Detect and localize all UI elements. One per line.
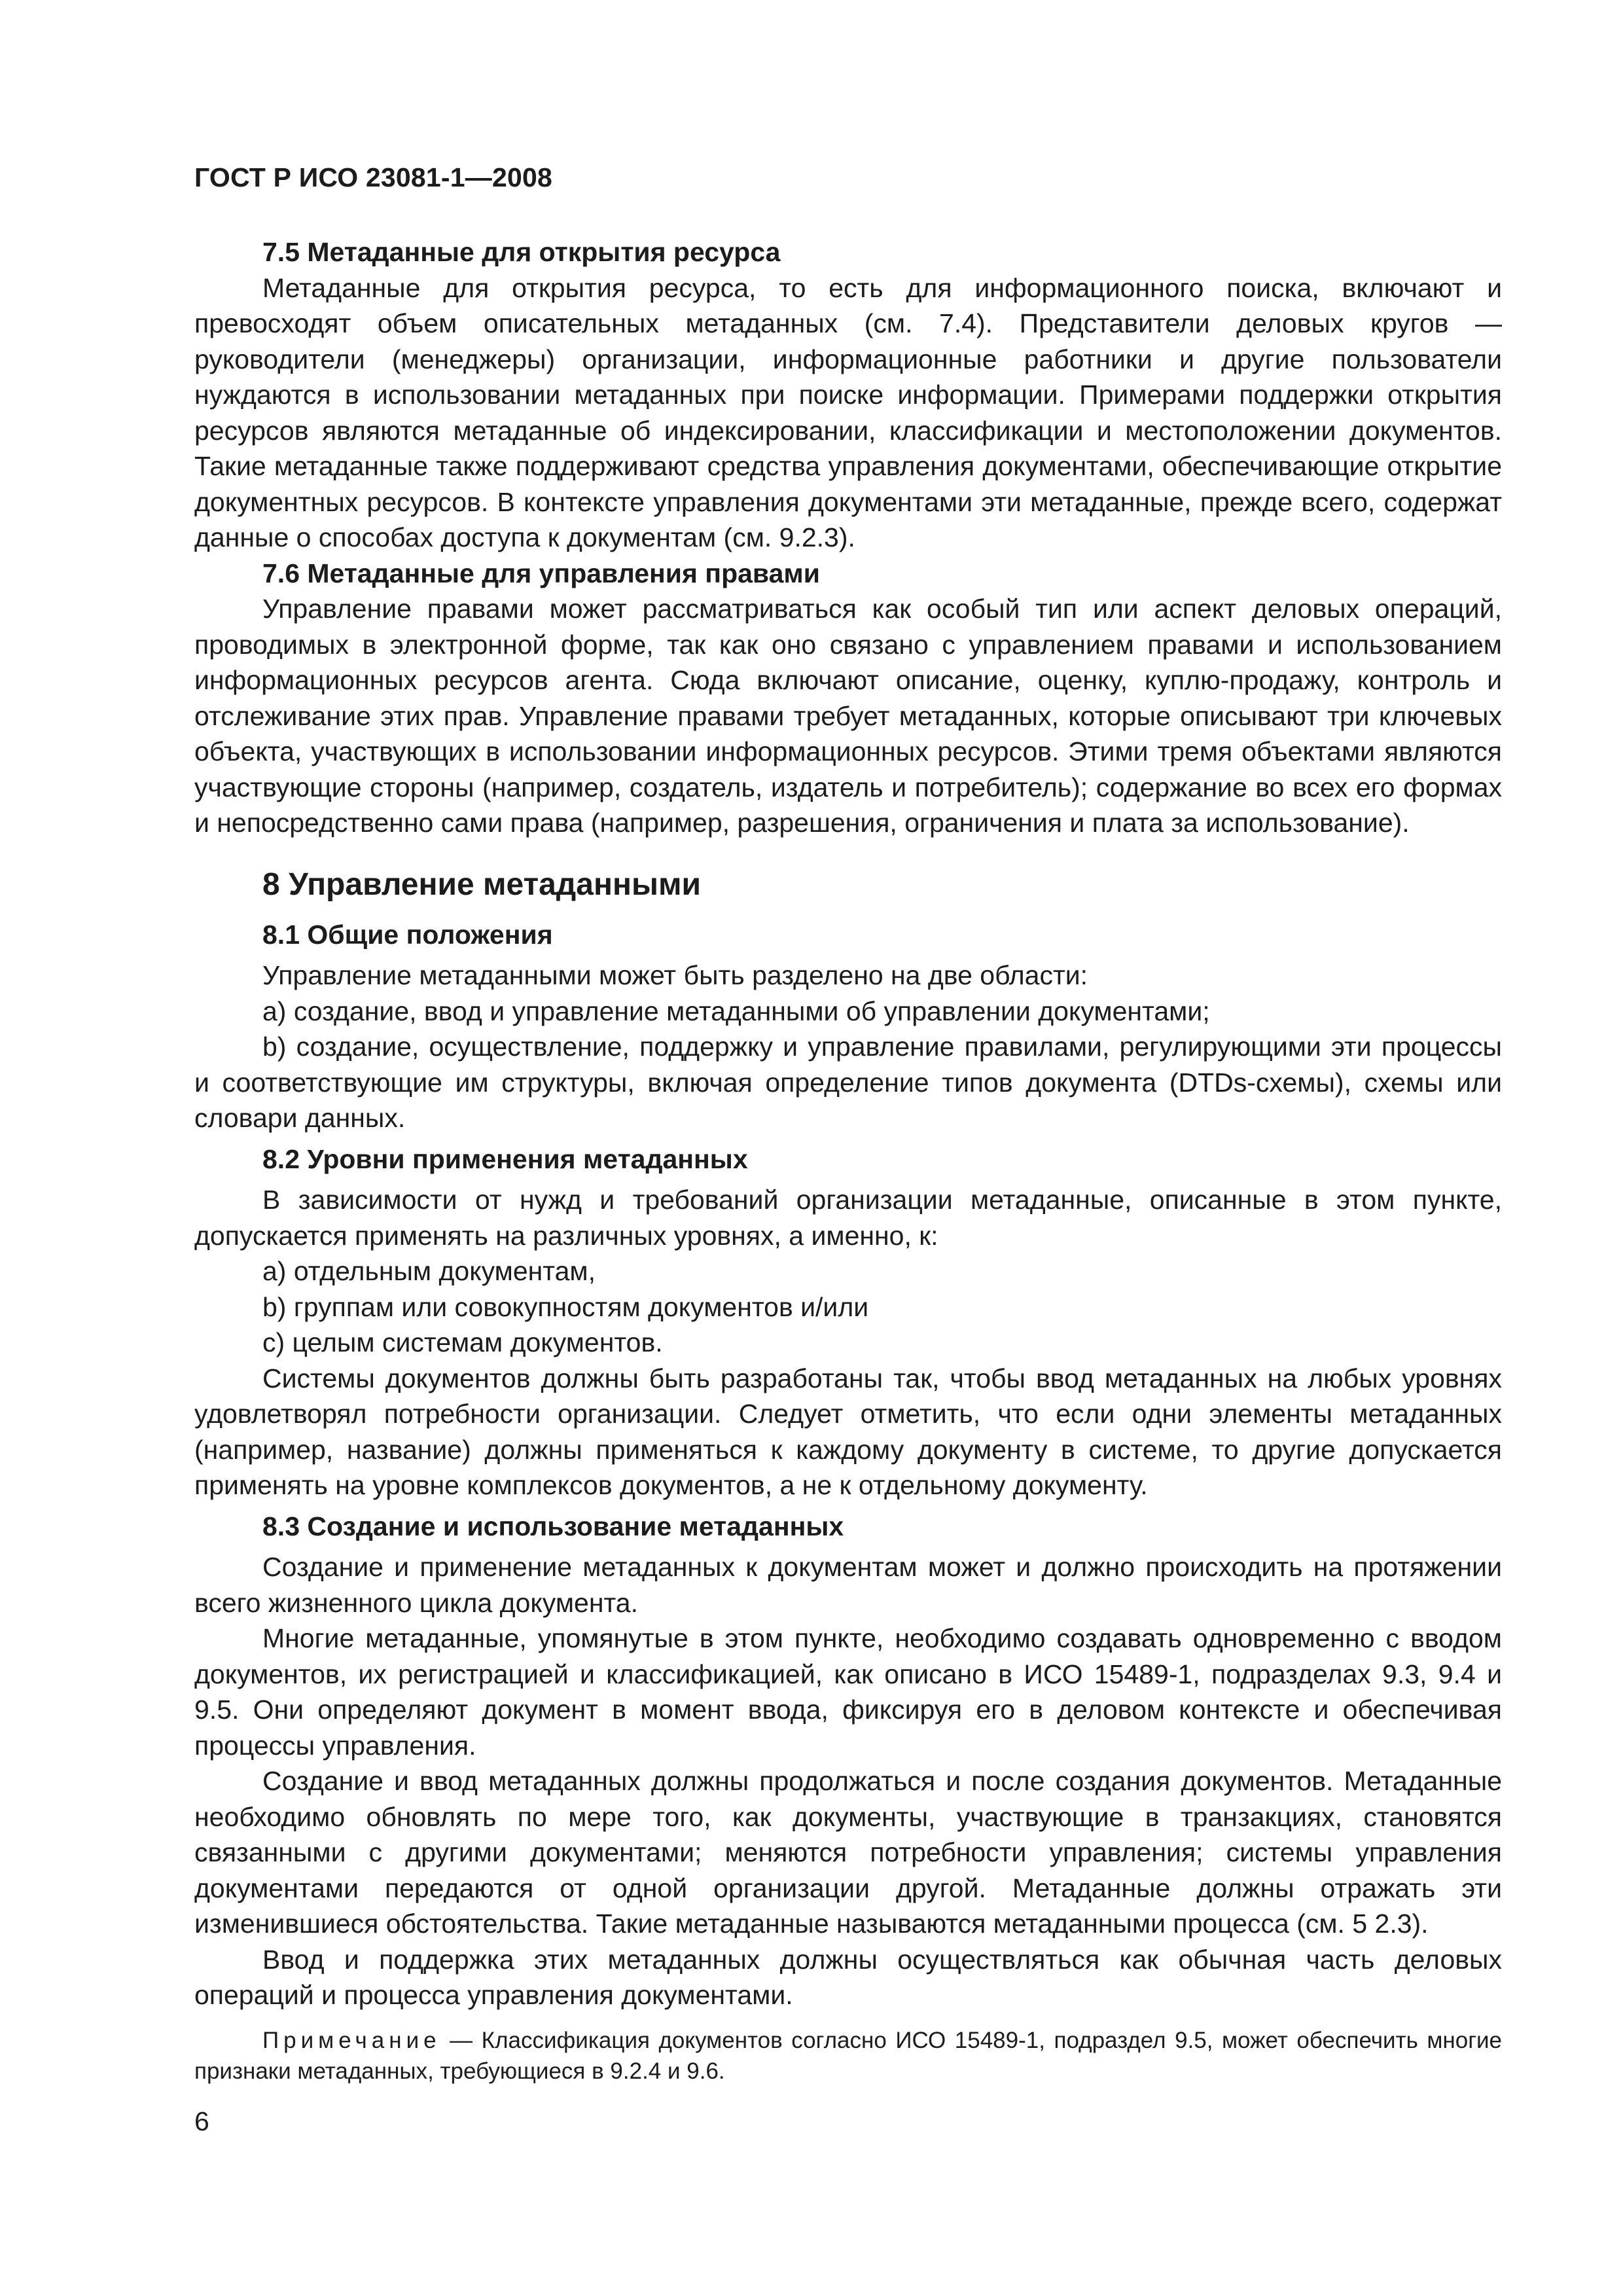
subsection-heading-8-2: 8.2 Уровни применения метаданных: [262, 1143, 748, 1174]
paragraph: Метаданные для открытия ресурса, то есть для информационного поиска, включают и превосходят объем описательных метаданных (см. 7.4). Представители деловых кругов — руководители (менеджеры) организации, информационные работники и другие пользователи нуждаются в использовании метаданных при поиске информации. Примерами поддержки открытия ресурсов являются метаданные об индексировании, классификации и местоположении документов. Такие метаданные также поддерживают средства управления документами, обеспечивающие открытие документных ресурсов. В контексте управления документами эти метаданные, прежде всего, содержат данные о способах доступа к документам (см. 9.2.3).: [194, 272, 1502, 552]
subsection-heading-8-3: 8.3 Создание и использование метаданных: [262, 1511, 844, 1541]
paragraph: Системы документов должны быть разработаны так, чтобы ввод метаданных на любых уровнях удовлетворял потребности организации. Следует отметить, что если одни элементы метаданных (например, название) должны применяться к каждому документу в системе, то другие допускается применять на уровне комплексов документов, а не к отдельному документу.: [194, 1363, 1502, 1500]
paragraph: В зависимости от нужд и требований организации метаданные, описанные в этом пункте, допускается применять на различных уровнях, а именно, к:: [194, 1185, 1502, 1251]
subsection-heading-7-5: 7.5 Метаданные для открытия ресурса: [262, 237, 781, 267]
document-header: ГОСТ Р ИСО 23081-1—2008: [194, 162, 552, 192]
subsection-heading-8-1: 8.1 Общие положения: [262, 919, 553, 950]
paragraph: Многие метаданные, упомянутые в этом пункте, необходимо создавать одновременно с вводом документов, их регистрацией и классификацией, как описано в ИСО 15489-1, подразделах 9.3, 9.4 и 9.5. Они определяют документ в момент ввода, фиксируя его в деловом контексте и обеспечивая процессы управления.: [194, 1623, 1502, 1761]
paragraph: Управление метаданными может быть разделено на две области:: [262, 960, 1088, 990]
section-heading-8: 8 Управление метаданными: [262, 867, 701, 902]
paragraph: Ввод и поддержка этих метаданных должны осуществляться как обычная часть деловых операций и процесса управления документами.: [194, 1944, 1502, 2010]
note-text: — Классификация документов согласно ИСО 15489-1, подраздел 9.5, может обеспечить многие признаки метаданных, требующиеся в 9.2.4 и 9.6.: [194, 2027, 1502, 2084]
list-item: а) отдельным документам,: [262, 1256, 596, 1286]
note-label: Примечание: [262, 2027, 441, 2053]
paragraph: Создание и ввод метаданных должны продолжаться и после создания документов. Метаданные необходимо обновлять по мере того, как документы, участвующие в транзакциях, становятся связанными с другими документами; меняются потребности управления; системы управления документами передаются от одной организации другой. Метаданные должны отражать эти изменившиеся обстоятельства. Такие метаданные называются метаданными процесса (см. 5 2.3).: [194, 1766, 1502, 1939]
list-item: а) создание, ввод и управление метаданными об управлении документами;: [262, 996, 1210, 1026]
list-item: b) создание, осуществление, поддержку и управление правилами, регулирующими эти процессы и соответствующие им структуры, включая определение типов документа (DTDs-схемы), схемы или словари данных.: [194, 1031, 1502, 1133]
list-item: с) целым системам документов.: [262, 1327, 663, 1357]
subsection-heading-7-6: 7.6 Метаданные для управления правами: [262, 558, 820, 588]
list-item: b) группам или совокупностям документов и/или: [262, 1291, 869, 1322]
paragraph: Управление правами может рассматриваться как особый тип или аспект деловых операций, проводимых в электронной форме, так как оно связано с управлением правами и использованием информационных ресурсов агента. Сюда включают описание, оценку, куплю-продажу, контроль и отслеживание этих прав. Управление правами требует метаданных, которые описывают три ключевых объекта, участвующих в использовании информационных ресурсов. Этими тремя объектами являются участвующие стороны (например, создатель, издатель и потребитель); содержание во всех его формах и непосредственно сами права (например, разрешения, ограничения и плата за использование).: [194, 594, 1502, 838]
paragraph: Создание и применение метаданных к документам может и должно происходить на протяжении всего жизненного цикла документа.: [194, 1552, 1502, 1618]
page-content: [194, 234, 1502, 2087]
note: [194, 2025, 1502, 2087]
page-number: 6: [194, 2106, 209, 2136]
